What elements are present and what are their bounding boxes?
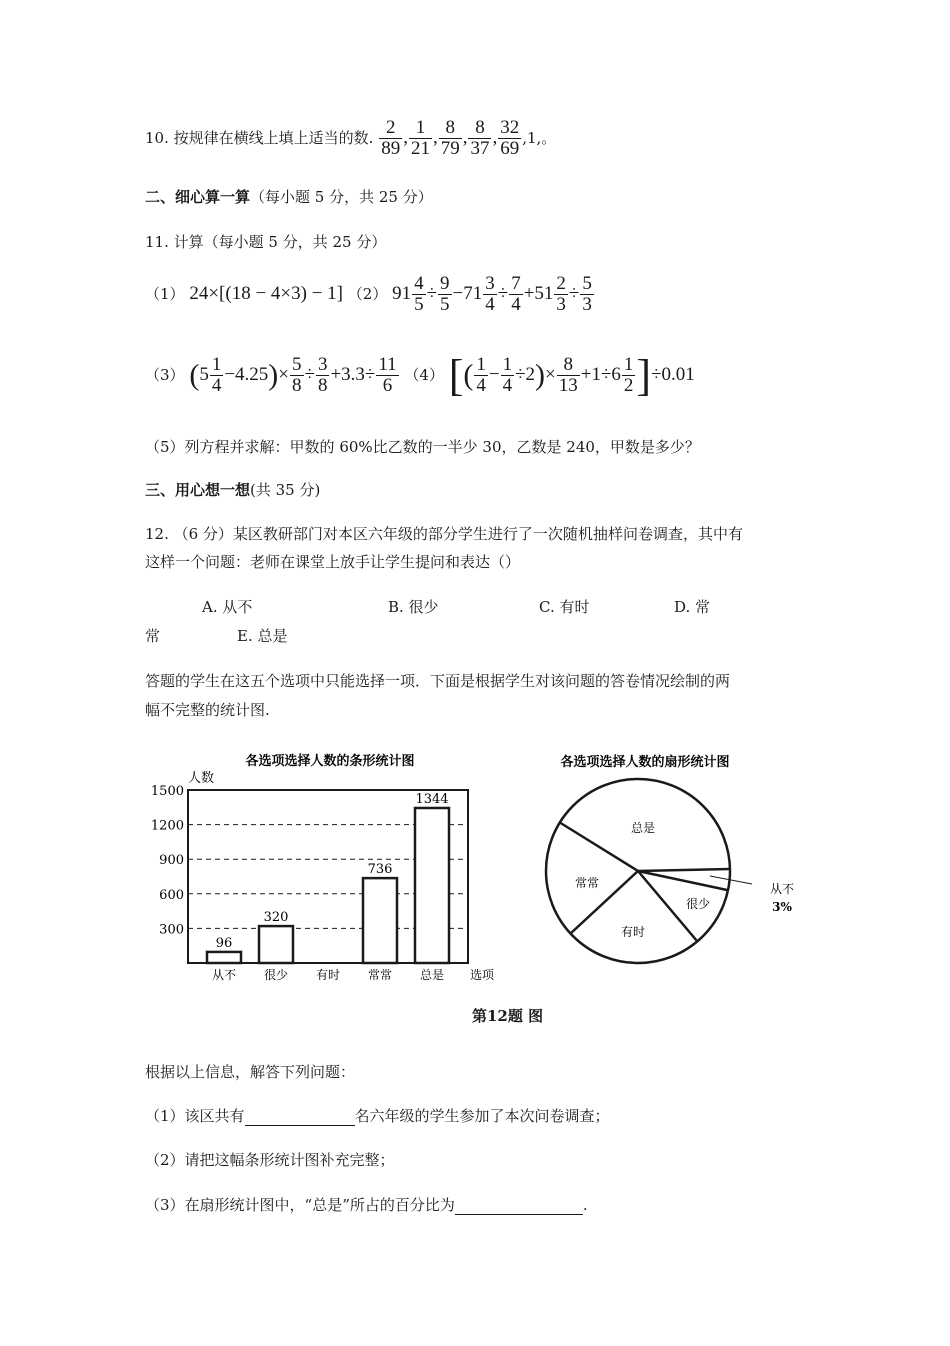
sub-question-1: [145, 1105, 610, 1126]
q11-1-expression: 24×[(18 − 4×3) − 1]: [189, 282, 343, 304]
q11-4-expression: [( $\frac{1}{4}$ − $\frac{1}{4}$ ÷2)× $\frac{8}{13}$ +1÷6 $\frac{1}{2}$ ]÷0.01: [448, 351, 695, 400]
bar-chart-bar: [259, 926, 293, 963]
q12-option-c: C. 有时: [539, 598, 590, 616]
q10-fraction: $\frac{32}{69}$: [500, 117, 520, 159]
q12-desc-1: 答题的学生在这五个选项中只能选择一项．下面是根据学生对该问题的答卷情况绘制的两: [145, 672, 731, 690]
q10-fraction: $\frac{2}{89}$: [381, 117, 401, 159]
q10-text: 10. 按规律在横线上填上适当的数.: [145, 128, 374, 147]
q11-3-expression: (5 $\frac{1}{4}$ −4.25)× $\frac{5}{8}$ ÷ $\frac{3}{8}$ +3.3÷ $\frac{11}{6}$: [189, 354, 397, 396]
section-2-heading: [145, 186, 433, 207]
bar-chart-x-tick: 常常: [367, 968, 393, 982]
section-2-title: 二、细心算一算: [145, 188, 251, 206]
pie-chart-title: 各选项选择人数的扇形统计图: [560, 755, 730, 770]
q10-sequence: $\frac{2}{89}$ , $\frac{1}{21}$ , $\frac{8}{79}$ , $\frac{8}{37}$ , $\frac{32}{69}$: [381, 117, 520, 159]
pie-label-henshao: 很少: [685, 897, 711, 911]
sub-question-1-suffix: 名六年级的学生参加了本次问卷调查；: [354, 1107, 610, 1125]
pie-label-changchang: 常常: [574, 876, 600, 890]
q10-fraction: $\frac{1}{21}$: [410, 117, 430, 159]
sub-question-2: （2）请把这幅条形统计图补充完整；: [145, 1151, 395, 1169]
bar-chart-value-label: 96: [215, 935, 233, 951]
bar-chart-x-tick: 很少: [263, 968, 289, 982]
q10-tail: ,1,。: [522, 128, 557, 147]
sub-question-3: [145, 1194, 588, 1215]
q10-fraction: $\frac{8}{37}$: [470, 117, 490, 159]
q11-row-1: [145, 274, 595, 315]
q12-option-d: D. 常: [674, 598, 711, 616]
q11-5: （5）列方程并求解：甲数的 60%比乙数的一半少 30，乙数是 240，甲数是多少？: [145, 438, 700, 456]
bar-chart: [140, 745, 510, 990]
q12-line-1: 12. （6 分）某区教研部门对本区六年级的部分学生进行了一次随机抽样问卷调查，其中有: [145, 525, 743, 543]
bar-chart-y-tick: 900: [159, 853, 184, 869]
bar-chart-x-tick: 从不: [211, 968, 237, 982]
section-2-note: （每小题 5 分，共 25 分）: [250, 188, 433, 206]
q11-2-label: （2）: [347, 284, 388, 303]
pie-label-congbu: 从不: [769, 882, 795, 896]
q11-1-label: （1）: [145, 284, 185, 303]
bar-chart-value-label: 320: [263, 910, 289, 926]
pie-label-zongshi: 总是: [630, 821, 656, 835]
answer-blank-1[interactable]: [245, 1111, 355, 1126]
pie-chart: [520, 745, 810, 975]
pie-label-youshi: 有时: [620, 925, 646, 939]
q12-line-2: 这样一个问题：老师在课堂上放手让学生提问和表达（）: [145, 553, 521, 571]
q10-fraction: $\frac{8}{79}$: [440, 117, 460, 159]
q11-3-label: （3）: [145, 365, 185, 384]
q12-option-a: A. 从不: [202, 598, 253, 616]
bar-chart-y-label: 人数: [188, 771, 215, 786]
sub-question-1-prefix: （1）该区共有: [145, 1107, 245, 1125]
q11-2-expression: 91 $\frac{4}{5}$ ÷ $\frac{9}{5}$ −71 $\frac{3}{4}$ ÷ $\frac{7}{4}$ +51 $\frac{2}{3}$ ÷ $\frac{5}{3}$: [392, 273, 592, 315]
bar-chart-x-tick: 有时: [315, 968, 341, 982]
bar-chart-y-tick: 300: [159, 922, 184, 938]
q11-row-2: [145, 350, 695, 401]
bar-chart-y-tick: 1500: [150, 784, 184, 799]
bar-chart-bar: [207, 952, 241, 963]
section-3-title: 三、用心想一想: [145, 481, 251, 499]
sub-question-3-suffix: .: [582, 1196, 588, 1214]
section-3-note: (共 35 分): [250, 481, 321, 499]
q11-4-label: （4）: [404, 365, 444, 384]
bar-chart-y-tick: 600: [159, 887, 184, 903]
q12-option-d-cont: 常: [145, 627, 161, 645]
bar-chart-y-tick: 1200: [150, 818, 184, 834]
pie-label-congbu-percent: 3%: [772, 900, 792, 914]
bar-chart-value-label: 1344: [415, 791, 449, 807]
question-11: 11. 计算（每小题 5 分，共 25 分）: [145, 233, 387, 251]
question-10: [145, 118, 556, 159]
bar-chart-x-tick: 总是: [419, 968, 445, 982]
bar-chart-value-label: 736: [367, 862, 393, 878]
q12-desc-2: 幅不完整的统计图.: [145, 701, 270, 719]
q12-option-e: E. 总是: [237, 627, 288, 645]
questions-intro: 根据以上信息，解答下列问题：: [145, 1063, 356, 1081]
answer-blank-3[interactable]: [455, 1200, 583, 1215]
sub-question-3-prefix: （3）在扇形统计图中，“总是”所占的百分比为: [145, 1196, 455, 1214]
bar-chart-x-label: 选项: [469, 968, 495, 982]
figure-caption: 第12题 图: [472, 1007, 544, 1025]
section-3-heading: [145, 479, 320, 500]
q12-option-b: B. 很少: [388, 598, 439, 616]
bar-chart-bar: [415, 808, 449, 963]
bar-chart-bar: [363, 878, 397, 963]
bar-chart-title: 各选项选择人数的条形统计图: [245, 754, 415, 769]
